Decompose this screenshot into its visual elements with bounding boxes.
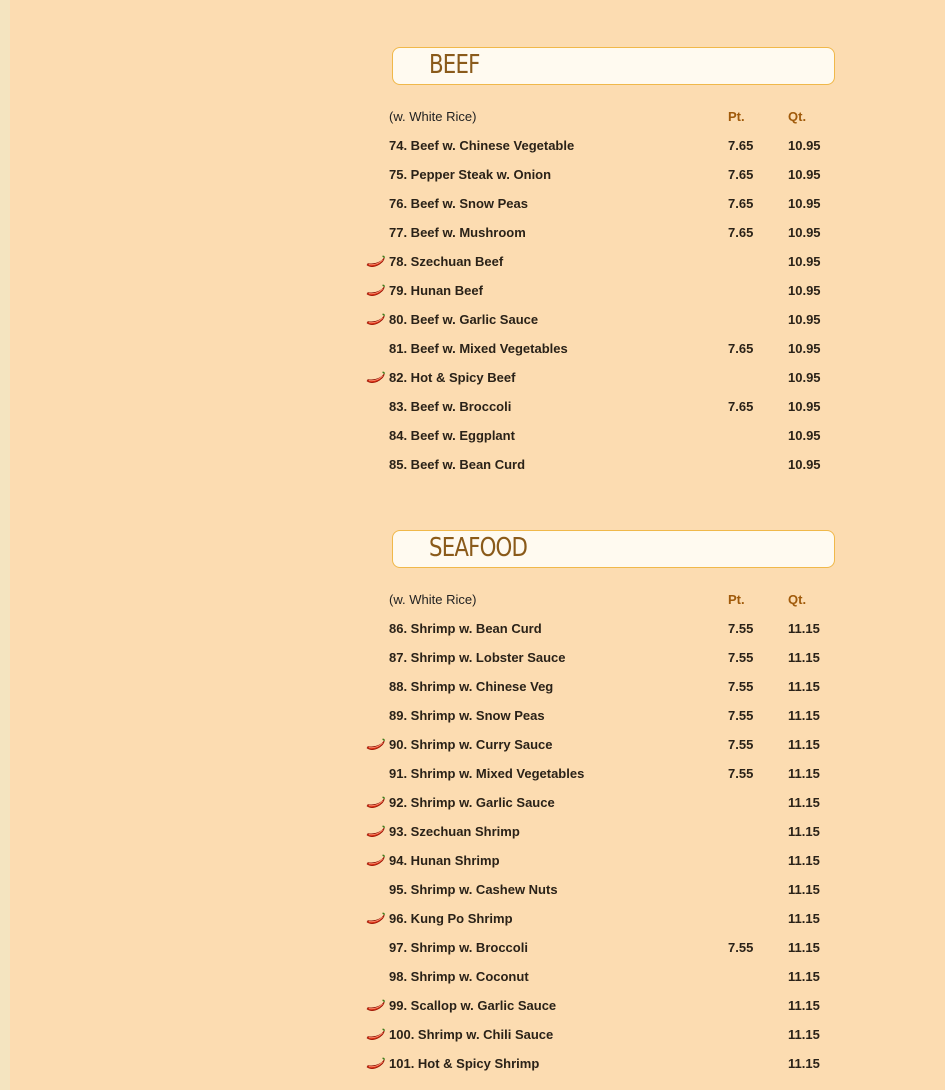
- menu-item-name: 88. Shrimp w. Chinese Veg: [389, 679, 554, 694]
- beef-banner: [392, 47, 835, 85]
- quart-price: 11.15: [788, 679, 820, 694]
- menu-item-row: [365, 621, 840, 650]
- chili-pepper-icon: [366, 255, 386, 269]
- chili-pepper-icon: [366, 371, 386, 385]
- quart-price: 10.95: [788, 370, 821, 385]
- menu-item-name: 75. Pepper Steak w. Onion: [389, 167, 552, 182]
- menu-item-name: 93. Szechuan Shrimp: [389, 824, 520, 839]
- quart-price: 10.95: [788, 254, 821, 269]
- pint-price: 7.55: [728, 650, 754, 665]
- menu-item-name: 97. Shrimp w. Broccoli: [389, 940, 528, 955]
- menu-item-name: 78. Szechuan Beef: [389, 254, 504, 269]
- quart-price: 10.95: [788, 428, 821, 443]
- pint-price: 7.65: [728, 167, 754, 182]
- menu-item-row: [365, 167, 840, 196]
- chili-pepper-icon: [366, 854, 386, 868]
- chili-pepper-icon: [366, 912, 386, 926]
- menu-item-row: [365, 882, 840, 911]
- pint-price: 7.65: [728, 196, 754, 211]
- quart-price: 11.15: [788, 1027, 820, 1042]
- pint-price: 7.55: [728, 737, 754, 752]
- quart-price: 11.15: [788, 911, 820, 926]
- quart-price: 11.15: [788, 766, 820, 781]
- chili-pepper-icon: [366, 738, 386, 752]
- quart-price: 11.15: [788, 998, 820, 1013]
- menu-item-name: 101. Hot & Spicy Shrimp: [389, 1056, 540, 1071]
- menu-item-row: [365, 824, 840, 853]
- pint-price: 7.55: [728, 679, 754, 694]
- menu-item-name: 98. Shrimp w. Coconut: [389, 969, 529, 984]
- menu-item-name: 80. Beef w. Garlic Sauce: [389, 312, 539, 327]
- seafood-title: SEAFOOD: [429, 533, 528, 563]
- beef-title: BEEF: [429, 50, 480, 80]
- menu-item-row: [365, 370, 840, 399]
- beef-item-list: [365, 138, 840, 486]
- pint-price: 7.65: [728, 225, 754, 240]
- chili-pepper-icon: [366, 825, 386, 839]
- quart-price: 10.95: [788, 341, 821, 356]
- menu-item-name: 92. Shrimp w. Garlic Sauce: [389, 795, 555, 810]
- menu-item-name: 94. Hunan Shrimp: [389, 853, 500, 868]
- quart-price: 10.95: [788, 283, 821, 298]
- quart-price: 10.95: [788, 196, 821, 211]
- menu-item-name: 90. Shrimp w. Curry Sauce: [389, 737, 553, 752]
- quart-price: 11.15: [788, 969, 820, 984]
- quart-price: 11.15: [788, 882, 820, 897]
- pint-price: 7.55: [728, 940, 754, 955]
- menu-item-row: [365, 399, 840, 428]
- quart-price: 11.15: [788, 650, 820, 665]
- menu-item-row: [365, 766, 840, 795]
- chili-pepper-icon: [366, 1028, 386, 1042]
- pint-price: 7.65: [728, 138, 754, 153]
- menu-item-row: [365, 312, 840, 341]
- beef-pint-header: Pt.: [728, 109, 745, 124]
- pint-price: 7.55: [728, 621, 754, 636]
- menu-item-row: [365, 853, 840, 882]
- chili-pepper-icon: [366, 999, 386, 1013]
- pint-price: 7.65: [728, 341, 754, 356]
- seafood-column-header: [365, 592, 840, 612]
- chili-pepper-icon: [366, 1057, 386, 1071]
- menu-item-row: [365, 1056, 840, 1085]
- menu-item-name: 87. Shrimp w. Lobster Sauce: [389, 650, 566, 665]
- quart-price: 10.95: [788, 312, 821, 327]
- quart-price: 10.95: [788, 225, 821, 240]
- seafood-item-list: [365, 621, 840, 1085]
- menu-item-row: [365, 737, 840, 766]
- menu-item-name: 84. Beef w. Eggplant: [389, 428, 515, 443]
- menu-item-name: 81. Beef w. Mixed Vegetables: [389, 341, 568, 356]
- chili-pepper-icon: [366, 313, 386, 327]
- pint-price: 7.55: [728, 766, 754, 781]
- beef-column-header: [365, 109, 840, 129]
- menu-item-row: [365, 254, 840, 283]
- menu-item-row: [365, 940, 840, 969]
- menu-item-name: 74. Beef w. Chinese Vegetable: [389, 138, 575, 153]
- menu-item-row: [365, 283, 840, 312]
- menu-item-row: [365, 341, 840, 370]
- menu-item-row: [365, 138, 840, 167]
- quart-price: 10.95: [788, 167, 821, 182]
- menu-item-row: [365, 708, 840, 737]
- quart-price: 11.15: [788, 940, 820, 955]
- menu-item-name: 85. Beef w. Bean Curd: [389, 457, 526, 472]
- menu-item-name: 99. Scallop w. Garlic Sauce: [389, 998, 557, 1013]
- quart-price: 11.15: [788, 1056, 820, 1071]
- chili-pepper-icon: [366, 284, 386, 298]
- quart-price: 11.15: [788, 853, 820, 868]
- quart-price: 10.95: [788, 457, 821, 472]
- menu-item-row: [365, 911, 840, 940]
- menu-item-row: [365, 998, 840, 1027]
- quart-price: 11.15: [788, 795, 820, 810]
- menu-item-name: 83. Beef w. Broccoli: [389, 399, 512, 414]
- menu-item-name: 86. Shrimp w. Bean Curd: [389, 621, 542, 636]
- quart-price: 11.15: [788, 824, 820, 839]
- menu-item-name: 91. Shrimp w. Mixed Vegetables: [389, 766, 585, 781]
- menu-item-name: 96. Kung Po Shrimp: [389, 911, 513, 926]
- beef-quart-header: Qt.: [788, 109, 807, 124]
- menu-item-row: [365, 196, 840, 225]
- quart-price: 11.15: [788, 708, 820, 723]
- pint-price: 7.65: [728, 399, 754, 414]
- menu-item-name: 95. Shrimp w. Cashew Nuts: [389, 882, 558, 897]
- menu-item-row: [365, 795, 840, 824]
- quart-price: 10.95: [788, 138, 821, 153]
- seafood-pint-header: Pt.: [728, 592, 745, 607]
- menu-item-row: [365, 225, 840, 254]
- quart-price: 10.95: [788, 399, 821, 414]
- menu-item-name: 100. Shrimp w. Chili Sauce: [389, 1027, 554, 1042]
- menu-item-row: [365, 428, 840, 457]
- left-margin-strip: [0, 0, 10, 1090]
- menu-item-name: 76. Beef w. Snow Peas: [389, 196, 528, 211]
- pint-price: 7.55: [728, 708, 754, 723]
- beef-rice-note: (w. White Rice): [389, 109, 477, 124]
- menu-item-name: 82. Hot & Spicy Beef: [389, 370, 516, 385]
- menu-item-row: [365, 457, 840, 486]
- menu-item-name: 77. Beef w. Mushroom: [389, 225, 526, 240]
- menu-item-row: [365, 679, 840, 708]
- menu-item-name: 79. Hunan Beef: [389, 283, 483, 298]
- chili-pepper-icon: [366, 796, 386, 810]
- seafood-banner: [392, 530, 835, 568]
- seafood-quart-header: Qt.: [788, 592, 807, 607]
- menu-item-row: [365, 969, 840, 998]
- menu-item-name: 89. Shrimp w. Snow Peas: [389, 708, 545, 723]
- quart-price: 11.15: [788, 621, 820, 636]
- menu-item-row: [365, 1027, 840, 1056]
- quart-price: 11.15: [788, 737, 820, 752]
- seafood-rice-note: (w. White Rice): [389, 592, 477, 607]
- menu-item-row: [365, 650, 840, 679]
